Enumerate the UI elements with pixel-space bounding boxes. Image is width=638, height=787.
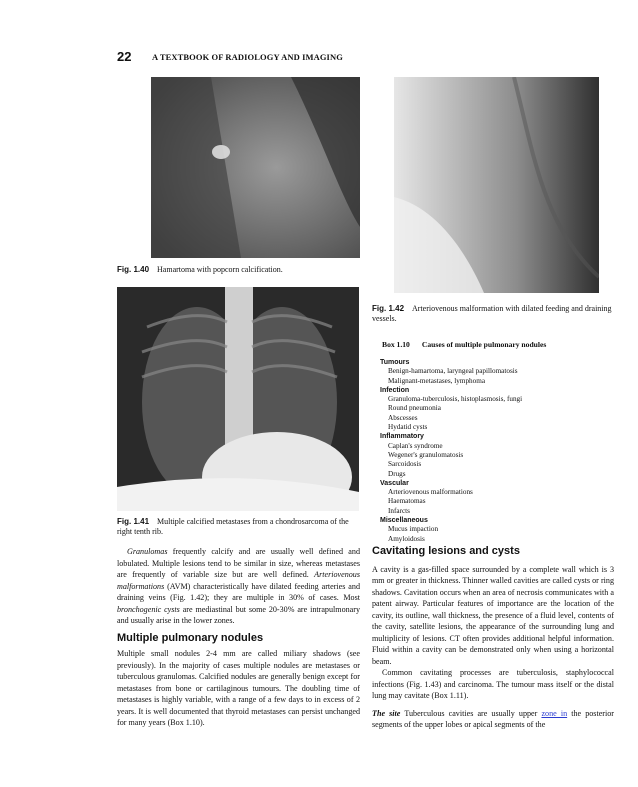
fig-1-41-text: Multiple calcified metastases from a chondrosarcoma of the right tenth rib. [117, 517, 349, 536]
box-item: Sarcoidosis [388, 460, 422, 469]
fig-1-42-caption [372, 304, 614, 324]
zone-link[interactable]: zone in [541, 708, 568, 718]
box-group-miscellaneous [380, 516, 610, 544]
fig-1-40-image [151, 77, 360, 258]
site-paragraph [372, 708, 614, 731]
box-number: Box 1.10 [382, 340, 410, 349]
box-group-inflammatory [380, 432, 610, 478]
term-avm: Arteriovenous malformations [117, 570, 360, 591]
avm-xray [394, 77, 599, 293]
box-item: Infarcts [388, 506, 410, 515]
box-group-vascular [380, 479, 610, 516]
section-heading-multiple-nodules: Multiple pulmonary nodules [117, 631, 264, 644]
fig-1-42-label: Fig. 1.42 [372, 304, 405, 313]
page-number: 22 [117, 49, 132, 64]
box-item: Caplan's syndrome [388, 441, 443, 450]
box-category: Infection [380, 386, 410, 394]
multiple-nodules-paragraph: Multiple small nodules 2-4 mm are called miliary shadows (see previously). In the majority of cases multiple nodules are metastases or tuberculous granulomas. Calcified nodules are generally benign except for metastases from bone or cartilaginous tumours. The doubling time of metastases is highly variable, with a range of a few days to in excess of 2 years. It is well documented that thyroid metastases can persist unchanged for many years (Box 1.10). [117, 649, 360, 727]
right-column [372, 546, 614, 731]
box-item: Amyloidosis [388, 534, 425, 543]
box-group-tumours [380, 358, 610, 386]
box-item: Abscesses [388, 413, 418, 422]
box-item: Benign-hamartoma, laryngeal papillomatosis [388, 367, 518, 376]
hamartoma-xray [151, 77, 360, 258]
fig-1-42-text: Arteriovenous malformation with dilated feeding and draining vessels. [372, 304, 612, 323]
box-item: Drugs [388, 469, 406, 478]
box-1-10-list [380, 358, 610, 544]
left-column [117, 546, 360, 729]
box-category: Inflammatory [380, 433, 424, 441]
site-label: The site [372, 708, 401, 718]
fig-1-41-image [117, 287, 359, 511]
box-category: Miscellaneous [380, 517, 428, 525]
box-item: Round pneumonia [388, 404, 441, 413]
granulomas-paragraph [117, 546, 360, 627]
box-item: Granuloma-tuberculosis, histoplasmosis, fungi [388, 395, 523, 404]
cavity-paragraph: A cavity is a gas-filled space surrounded by a complete wall which is 3 mm or greater in thickness. Thinner walled cavities are called cysts or ring shadows. Cavitation occurs when an area of necrosis communicates with a patent airway. Particular features of importance are the location of the cavity, its outline, wall thickness, the presence of a fluid level, contents of the cavity, satellite lesions, the appearance of the surrounding lung and multiplicity of lesions. CT often provides additional helpful information. Fluid within a cavity can be demonstrated only when using a horizontal beam. [372, 564, 614, 666]
book-title: A TEXTBOOK OF RADIOLOGY AND IMAGING [152, 52, 343, 62]
box-item: Arteriovenous malformations [388, 488, 473, 497]
box-item: Mucus impaction [388, 525, 439, 534]
term-bronchogenic-cysts: bronchogenic cysts [117, 604, 180, 614]
fig-1-40-caption [117, 265, 357, 275]
cavitating-processes-paragraph: Common cavitating processes are tuberculosis, staphylococcal infections (Fig. 1.43) and carcinoma. The tumour mass itself or the distal lung may cavitate (Box 1.11). [372, 668, 614, 700]
box-category: Vascular [380, 479, 409, 487]
fig-1-41-caption [117, 517, 362, 537]
box-item: Hydatid cysts [388, 423, 428, 432]
fig-1-41-label: Fig. 1.41 [117, 517, 150, 526]
box-item: Wegener's granulomatosis [388, 450, 464, 459]
chest-xray [117, 287, 359, 511]
fig-1-40-text: Hamartoma with popcorn calcification. [157, 265, 283, 274]
box-1-10-title [382, 340, 612, 349]
text-run: Tuberculous cavities are usually upper [400, 708, 542, 718]
section-heading-cavitating: Cavitating lesions and cysts [372, 545, 520, 557]
box-item: Malignant-metastases, lymphoma [388, 376, 486, 385]
box-heading: Causes of multiple pulmonary nodules [421, 340, 547, 349]
box-group-infection [380, 386, 610, 432]
text-run: (AVM) characteristically have dilated feeding arteries and draining veins (Fig. 1.42); they are multiple in 30% of cases. Most [117, 581, 360, 602]
fig-1-40-label: Fig. 1.40 [117, 265, 150, 274]
box-category: Tumours [380, 359, 410, 366]
text-run: the posterior segments of the upper lobes or apical segments of the [372, 708, 614, 729]
term-granulomas: Granulomas [127, 547, 168, 556]
fig-1-42-image [394, 77, 599, 293]
box-item: Haematomas [388, 497, 426, 506]
text-run: are mediastinal but some 20-30% are intrapulmonary and usually arise in the lower zones. [117, 604, 361, 625]
text-run: frequently calcify and are usually well defined and lobulated. Multiple lesions tend to be similar in size, whereas metastases are frequently of variable size but are well defined. [117, 547, 360, 579]
